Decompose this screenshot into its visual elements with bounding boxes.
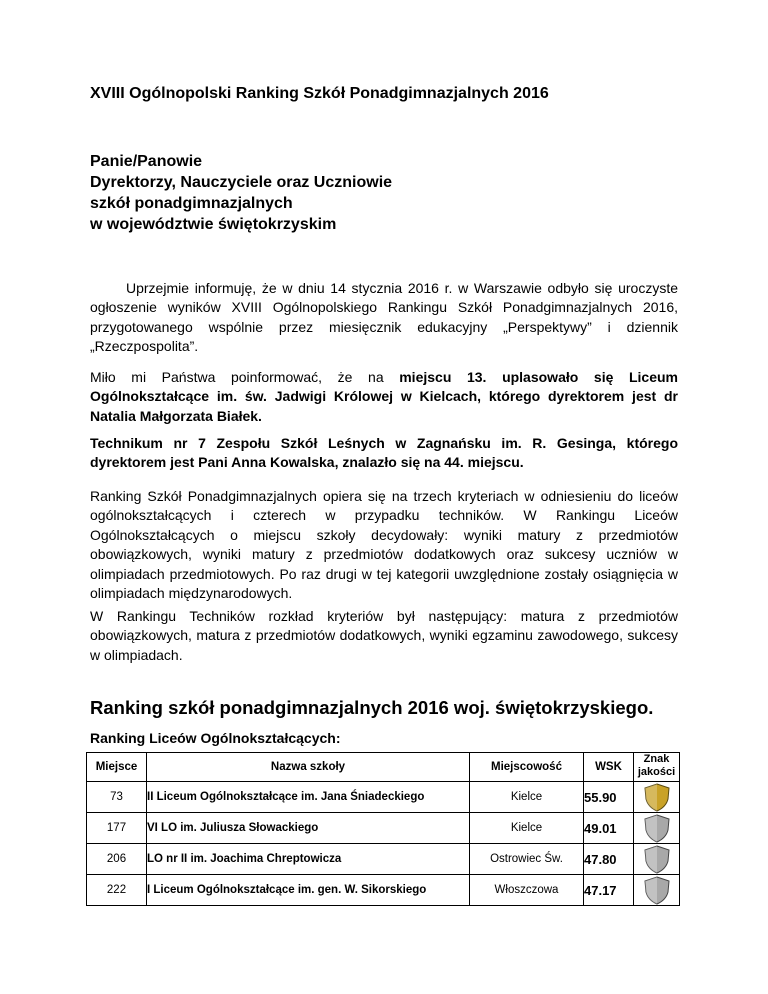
silver-shield-icon [643, 845, 671, 874]
addressee-line: Panie/Panowie [90, 153, 203, 170]
cell-badge [634, 782, 680, 813]
paragraph-lead-text: Miło mi Państwa poinformować, że na [90, 369, 400, 385]
table-row [87, 813, 680, 844]
cell-school-name: I Liceum Ogólnokształcące im. gen. W. Sikorskiego [147, 875, 470, 906]
gold-shield-icon [643, 783, 671, 812]
addressee-line: Dyrektorzy, Nauczyciele oraz Uczniowie [90, 174, 393, 191]
paragraph-liceum-result [90, 368, 678, 426]
cell-place: 222 [87, 875, 147, 906]
table-row [87, 844, 680, 875]
ranking-subheading: Ranking Liceów Ogólnokształcących: [90, 730, 341, 746]
cell-place: 177 [87, 813, 147, 844]
cell-wsk: 55.90 [584, 782, 634, 813]
ranking-heading: Ranking szkół ponadgimnazjalnych 2016 woj. świętokrzyskiego. [90, 697, 654, 718]
addressee-line: w województwie świętokrzyskim [90, 216, 337, 233]
column-header-wsk: WSK [584, 753, 634, 782]
paragraph-announcement: Uprzejmie informuję, że w dniu 14 stycznia 2016 r. w Warszawie odbyło się uroczyste ogłoszenie wyników XVIII Ogólnopolskiego Rankingu Szkół Ponadgimnazjalnych 2016, przygotowanego wspólnie przez miesięcznik edukacyjny „Perspektywy” i dziennik „Rzeczpospolita”. [90, 280, 678, 355]
table-row [87, 782, 680, 813]
silver-shield-icon [643, 814, 671, 843]
cell-city: Kielce [470, 782, 584, 813]
cell-city: Włoszczowa [470, 875, 584, 906]
cell-school-name: VI LO im. Juliusza Słowackiego [147, 813, 470, 844]
table-header-row [87, 753, 680, 782]
paragraph-technikum-result: Technikum nr 7 Zespołu Szkół Leśnych w Zagnańsku im. R. Gesinga, którego dyrektorem jest Pani Anna Kowalska, znalazło się na 44. miejscu. [90, 435, 678, 471]
cell-city: Kielce [470, 813, 584, 844]
cell-badge [634, 844, 680, 875]
cell-badge [634, 813, 680, 844]
paragraph-bold-text: miejscu 13. uplasowało się Liceum Ogólnokształcące im. św. Jadwigi Królowej w Kielcach, którego dyrektorem jest dr Natalia Małgorzata Białek. [90, 369, 679, 424]
addressee-line: szkół ponadgimnazjalnych [90, 195, 293, 212]
cell-badge [634, 875, 680, 906]
ranking-table [86, 752, 680, 906]
cell-place: 206 [87, 844, 147, 875]
column-header-name: Nazwa szkoły [147, 753, 470, 782]
column-header-place: Miejsce [87, 753, 147, 782]
column-header-badge: Znak jakości [634, 753, 680, 782]
paragraph-criteria-lo: Ranking Szkół Ponadgimnazjalnych opiera się na trzech kryteriach w odniesieniu do liceów ogólnokształcących i czterech w przypadku techników. W Rankingu Liceów Ogólnokształcących o miejscu szkoły decydowały: wyniki matury z przedmiotów obowiązkowych, wyniki matury z przedmiotów dodatkowych oraz sukcesy uczniów w olimpiadach przedmiotowych. Po raz drugi w tej kategorii uwzględnione zostały osiągnięcia w olimpiadach międzynarodowych. [90, 488, 678, 602]
cell-school-name: II Liceum Ogólnokształcące im. Jana Śniadeckiego [147, 782, 470, 813]
cell-wsk: 47.80 [584, 844, 634, 875]
cell-place: 73 [87, 782, 147, 813]
table-row [87, 875, 680, 906]
cell-school-name: LO nr II im. Joachima Chreptowicza [147, 844, 470, 875]
paragraph-criteria-technikum: W Rankingu Techników rozkład kryteriów był następujący: matura z przedmiotów obowiązkowych, matura z przedmiotów dodatkowych, wyniki egzaminu zawodowego, sukcesy w olimpiadach. [90, 608, 678, 663]
silver-shield-icon [643, 876, 671, 905]
column-header-city: Miejscowość [470, 753, 584, 782]
document-title: XVIII Ogólnopolski Ranking Szkół Ponadgimnazjalnych 2016 [90, 85, 549, 102]
cell-wsk: 47.17 [584, 875, 634, 906]
cell-city: Ostrowiec Św. [470, 844, 584, 875]
addressee-block [90, 151, 392, 235]
cell-wsk: 49.01 [584, 813, 634, 844]
